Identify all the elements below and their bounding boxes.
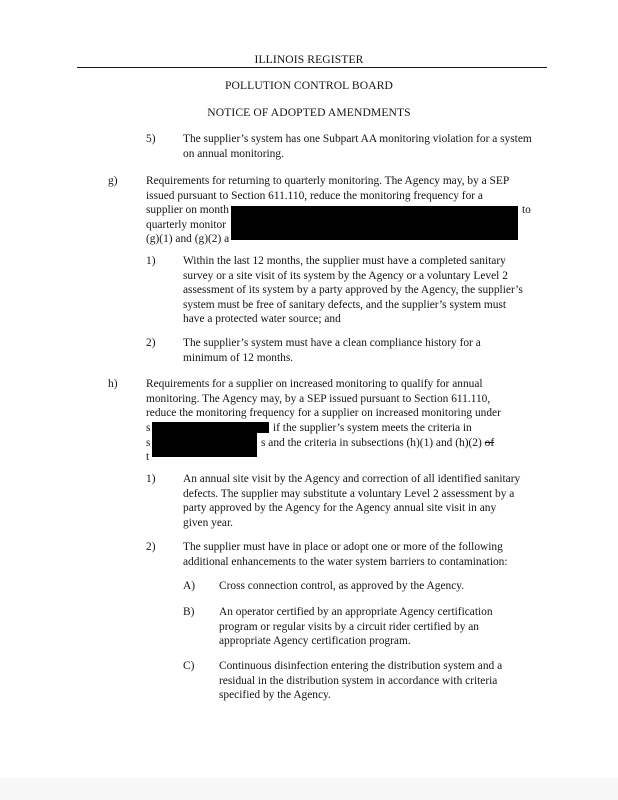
h-item-1-line: party approved by the Agency for the Agency annual site visit in any xyxy=(183,502,497,515)
section-g-line: issued pursuant to Section 611.110, reduce the monitoring frequency for a xyxy=(146,189,483,202)
notice-title: NOTICE OF ADOPTED AMENDMENTS xyxy=(207,106,411,119)
item-5-text: The supplier’s system has one Subpart AA monitoring violation for a system on annual monitoring. xyxy=(183,133,532,160)
h-item-1-line: An annual site visit by the Agency and correction of all identified sanitary xyxy=(183,473,521,485)
subitem-b-text xyxy=(219,605,549,649)
g-item-1-line: system must be free of sanitary defects, and the supplier’s system must xyxy=(183,298,507,311)
g-item-1-line: survey or a site visit of its system by the Agency or a voluntary Level 2 xyxy=(183,269,508,282)
scan-bottom-edge xyxy=(0,778,618,800)
section-h-line-5-text: s and the criteria in subsections (h)(1) and (h)(2) xyxy=(261,437,482,449)
subitem-a-letter: A) xyxy=(183,580,196,592)
g-item-2-line: minimum of 12 months. xyxy=(183,351,294,364)
subitem-c-letter: C) xyxy=(183,660,195,672)
subitem-c-line: Continuous disinfection entering the distribution system and a xyxy=(219,660,503,672)
g-item-1-line: have a protected water source; and xyxy=(183,313,341,326)
h-item-1-line: defects. The supplier may substitute a voluntary Level 2 assessment by a xyxy=(183,487,515,500)
section-h-line: reduce the monitoring frequency for a supplier on increased monitoring under xyxy=(146,407,501,420)
section-h-line-4-end: if the supplier’s system meets the criteria in xyxy=(273,422,472,434)
g-item-2-text xyxy=(183,336,548,365)
header-rule xyxy=(77,67,547,68)
section-g-line: (g)(1) and (g)(2) a xyxy=(146,233,230,246)
subitem-c-line: specified by the Agency. xyxy=(219,689,331,702)
section-g-intro-to: to xyxy=(522,204,531,216)
section-h-label: h) xyxy=(108,378,118,390)
item-5-number: 5) xyxy=(146,133,156,145)
subitem-a-text xyxy=(219,579,549,594)
section-h-line-5-start: s xyxy=(146,437,151,449)
g-item-1-number: 1) xyxy=(146,255,156,267)
redaction-block xyxy=(231,206,518,240)
h-item-1-text xyxy=(183,472,548,530)
subitem-b-line: program or regular visits by a circuit rider certified by an xyxy=(219,620,479,633)
section-g-line: quarterly monitor xyxy=(146,218,227,231)
redaction-block xyxy=(152,432,257,457)
subitem-b-letter: B) xyxy=(183,606,195,618)
g-item-2-line: The supplier’s system must have a clean compliance history for a xyxy=(183,337,481,349)
g-item-1-line: assessment of its system by a party approved by the Agency, the supplier’s xyxy=(183,284,523,297)
section-h-line: Requirements for a supplier on increased monitoring to qualify for annual xyxy=(146,378,483,390)
g-item-1-text xyxy=(183,254,548,327)
h-item-1-line: given year. xyxy=(183,516,233,529)
section-g-label: g) xyxy=(108,175,118,187)
subitem-b-line: An operator certified by an appropriate Agency certification xyxy=(219,606,493,618)
section-h-line: monitoring. The Agency may, by a SEP issued pursuant to Section 611.110, xyxy=(146,392,491,405)
section-h-line-6-start: t xyxy=(146,451,150,463)
register-title: ILLINOIS REGISTER xyxy=(254,53,364,66)
section-h-line-5-end xyxy=(261,436,494,451)
subitem-c-text xyxy=(219,659,549,703)
g-item-2-number: 2) xyxy=(146,337,156,349)
subitem-a-line: Cross connection control, as approved by the Agency. xyxy=(219,580,465,592)
section-g-line: supplier on month xyxy=(146,204,229,217)
h-item-1-number: 1) xyxy=(146,473,156,485)
h-item-2-line: The supplier must have in place or adopt one or more of the following xyxy=(183,541,503,553)
struck-word: of xyxy=(484,437,495,449)
board-name: POLLUTION CONTROL BOARD xyxy=(224,79,394,92)
section-h-intro xyxy=(146,377,546,421)
subitem-c-line: residual in the distribution system in accordance with criteria xyxy=(219,674,498,687)
h-item-2-line: additional enhancements to the water system barriers to contamination: xyxy=(183,555,508,568)
h-item-2-text xyxy=(183,540,548,569)
h-item-2-number: 2) xyxy=(146,541,156,553)
subitem-b-line: appropriate Agency certification program. xyxy=(219,635,411,648)
section-g-line: Requirements for returning to quarterly monitoring. The Agency may, by a SEP xyxy=(146,175,510,187)
section-h-line-4-start: s xyxy=(146,422,151,434)
g-item-1-line: Within the last 12 months, the supplier must have a completed sanitary xyxy=(183,255,506,267)
